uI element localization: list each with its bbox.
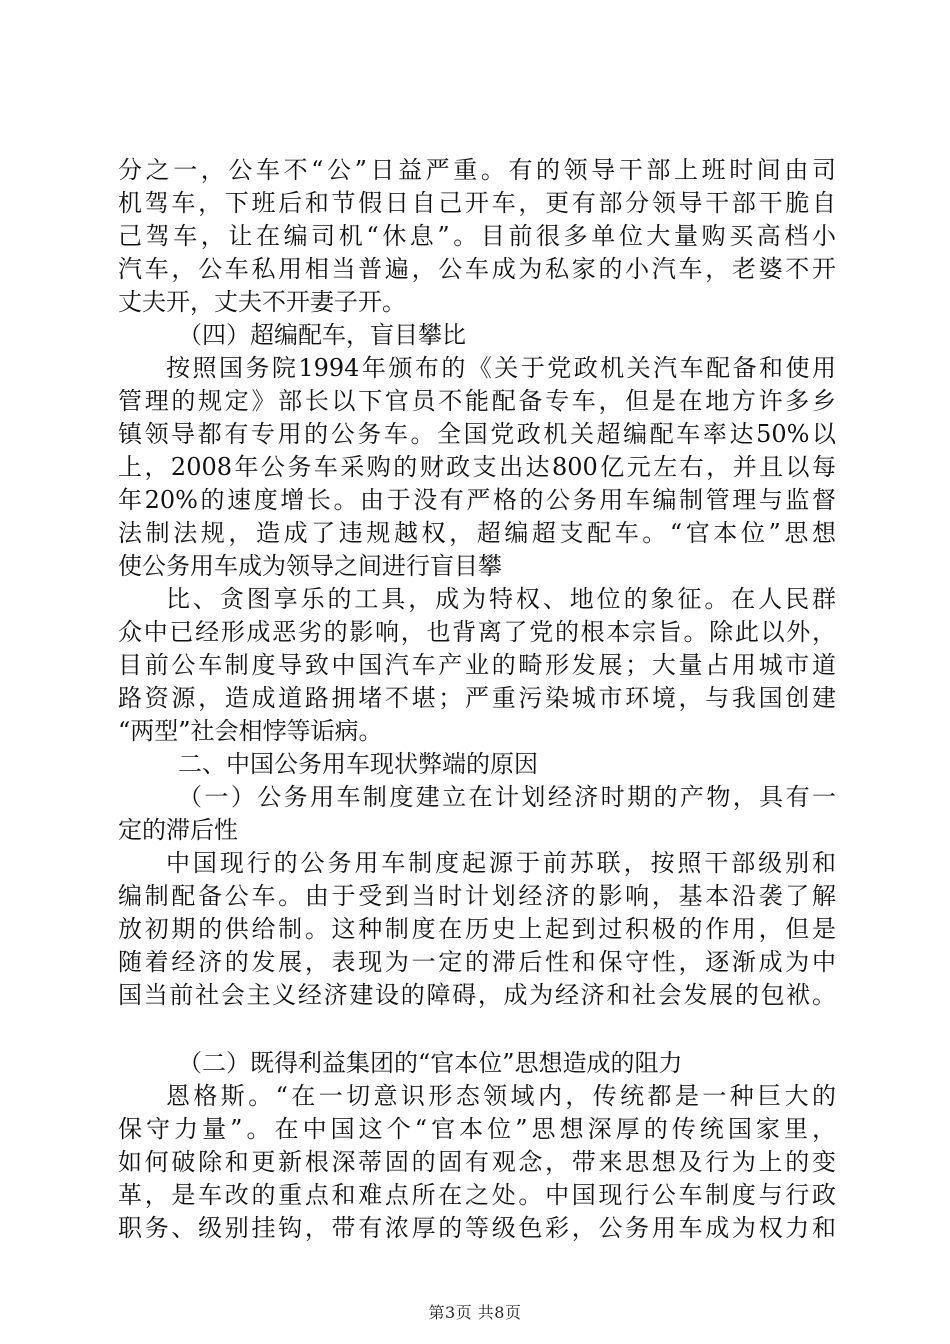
text-line: 职务、级别挂钩，带有浓厚的等级色彩，公务用车成为权力和 — [118, 1214, 836, 1242]
text-line: 上，2008年公务车采购的财政支出达800亿元左右，并且以每 — [118, 453, 836, 481]
text-line: 分之一，公车不“公”日益严重。有的领导干部上班时间由司 — [118, 156, 836, 184]
document-body — [118, 154, 836, 1245]
text-line: “两型”社会相悖等诟病。 — [118, 717, 383, 745]
section-heading: （四）超编配车，盲目攀比 — [178, 321, 466, 349]
text-line: 镇领导都有专用的公务车。全国党政机关超编配车率达50%以 — [118, 420, 836, 448]
text-line: 年20%的速度增长。由于没有严格的公务用车编制管理与监督 — [118, 486, 836, 514]
page-number-footer: 第3页 共8页 — [428, 1303, 522, 1322]
subsection-heading: 定的滞后性 — [118, 816, 238, 844]
text-line: 比、贪图享乐的工具，成为特权、地位的象征。在人民群 — [166, 585, 836, 613]
text-line: 按照国务院1994年颁布的《关于党政机关汽车配备和使用 — [166, 354, 836, 382]
text-line: 中国现行的公务用车制度起源于前苏联，按照干部级别和 — [166, 849, 836, 877]
subsection-heading: （一）公务用车制度建立在计划经济时期的产物，具有一 — [178, 783, 836, 811]
text-line: 编制配备公车。由于受到当时计划经济的影响，基本沿袭了解 — [118, 882, 836, 910]
text-line: 国当前社会主义经济建设的障碍，成为经济和社会发展的包袱。 — [118, 981, 836, 1009]
text-line: 己驾车，让在编司机“休息”。目前很多单位大量购买高档小 — [118, 222, 836, 250]
text-line: 路资源，造成道路拥堵不堪；严重污染城市环境，与我国创建 — [118, 684, 836, 712]
text-line: 汽车，公车私用相当普遍，公车成为私家的小汽车，老婆不开 — [118, 255, 836, 283]
text-line: 管理的规定》部长以下官员不能配备专车，但是在地方许多乡 — [118, 387, 836, 415]
text-line: 机驾车，下班后和节假日自己开车，更有部分领导干部干脆自 — [118, 189, 836, 217]
text-line: 丈夫开，丈夫不开妻子开。 — [118, 288, 406, 316]
text-line: 恩格斯。“在一切意识形态领域内，传统都是一种巨大的 — [166, 1082, 836, 1110]
text-line: 保守力量”。在中国这个“官本位”思想深厚的传统国家里， — [118, 1115, 836, 1143]
text-line: 随着经济的发展，表现为一定的滞后性和保守性，逐渐成为中 — [118, 948, 836, 976]
text-line: 革，是车改的重点和难点所在之处。中国现行公车制度与行政 — [118, 1181, 836, 1209]
subsection-heading: （二）既得利益集团的“官本位”思想造成的阻力 — [178, 1049, 683, 1077]
paragraph-gap — [118, 1012, 836, 1047]
text-line: 放初期的供给制。这种制度在历史上起到过积极的作用，但是 — [118, 915, 836, 943]
text-line: 如何破除和更新根深蒂固的固有观念，带来思想及行为上的变 — [118, 1148, 836, 1176]
text-line: 使公务用车成为领导之间进行盲目攀 — [118, 552, 502, 580]
section-heading: 二、中国公务用车现状弊端的原因 — [178, 750, 538, 778]
text-line: 目前公车制度导致中国汽车产业的畸形发展；大量占用城市道 — [118, 651, 836, 679]
text-line: 众中已经形成恶劣的影响，也背离了党的根本宗旨。除此以外， — [118, 618, 836, 646]
text-line: 法制法规，造成了违规越权，超编超支配车。“官本位”思想 — [118, 519, 836, 547]
